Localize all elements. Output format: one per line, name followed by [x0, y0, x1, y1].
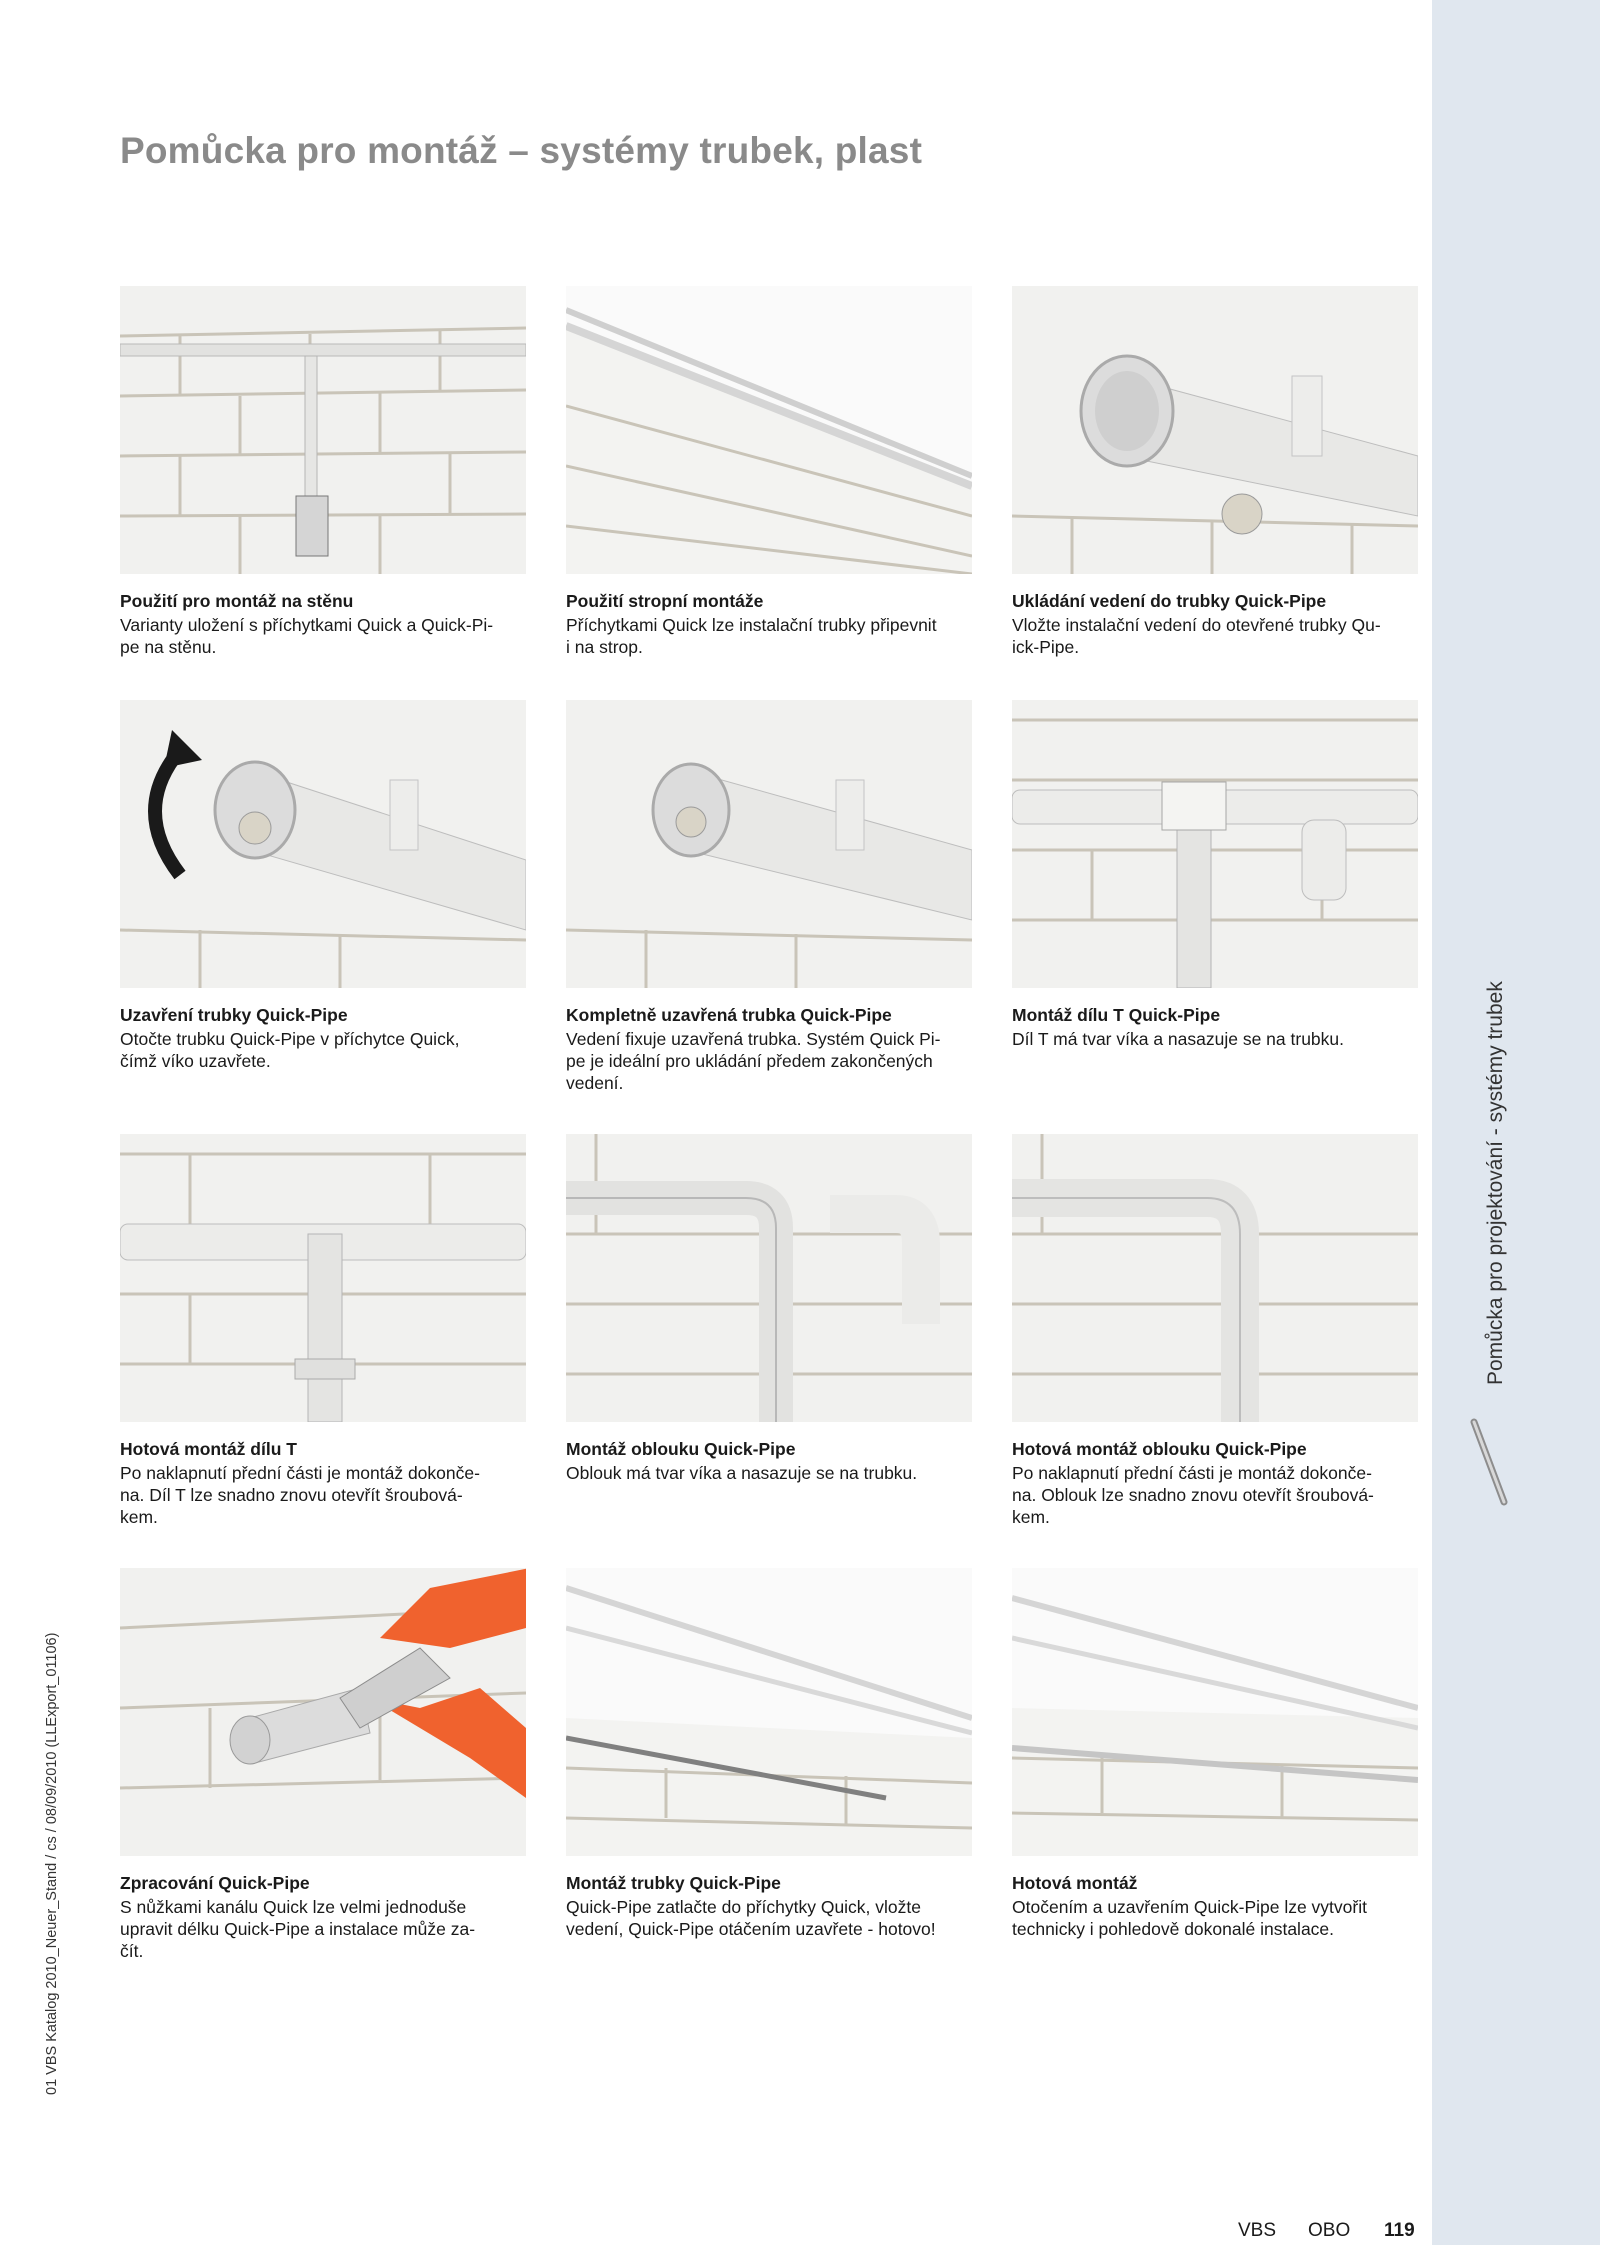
step-title: Hotová montáž — [1012, 1873, 1138, 1893]
step-description: Po naklapnutí přední části je montáž dokonče- na. Díl T lze snadno znovu otevřít šroubová- kem. — [120, 1463, 480, 1527]
footer-brand: OBO — [1308, 2220, 1351, 2241]
wall-mount-photo — [120, 286, 526, 574]
closed-pipe-photo — [566, 700, 972, 988]
t-piece-finished-photo — [120, 1134, 526, 1422]
step-title: Zpracování Quick-Pipe — [120, 1873, 310, 1893]
step-title: Kompletně uzavřená trubka Quick-Pipe — [566, 1005, 892, 1025]
step-description: Oblouk má tvar víka a nasazuje se na trubku. — [566, 1463, 918, 1483]
step-card — [566, 1568, 972, 1940]
page-title: Pomůcka pro montáž – systémy trubek, plast — [120, 130, 923, 171]
step-description: Po naklapnutí přední části je montáž dokonče- na. Oblouk lze snadno znovu otevřít šroubová- kem. — [1012, 1463, 1374, 1527]
step-title: Hotová montáž dílu T — [120, 1439, 297, 1459]
sidebar-band — [1432, 0, 1600, 2245]
step-card — [1012, 286, 1418, 658]
step-card — [120, 1568, 526, 1962]
catalog-meta: 01 VBS Katalog 2010_Neuer_Stand / cs / 08/09/2010 (LLExport_01106) — [44, 1632, 60, 2095]
step-description: Vložte instalační vedení do otevřené trubky Qu- ick-Pipe. — [1012, 615, 1381, 657]
cable-insertion-photo — [1012, 286, 1418, 574]
finished-installation-photo — [1012, 1568, 1418, 1856]
t-piece-mount-photo — [1012, 700, 1418, 988]
step-description: Otočte trubku Quick-Pipe v příchytce Quick, čímž víko uzavřete. — [120, 1029, 460, 1071]
step-description: Vedení fixuje uzavřená trubka. Systém Quick Pi- pe je ideální pro ukládání předem zakončených vedení. — [566, 1029, 941, 1093]
pipe-cutting-photo — [120, 1568, 526, 1856]
sidebar-title: Pomůcka pro projektování - systémy trubek — [1484, 981, 1507, 1385]
ceiling-mount-photo — [566, 286, 972, 574]
step-description: S nůžkami kanálu Quick lze velmi jednoduše upravit délku Quick-Pipe a instalace může za- čít. — [120, 1897, 476, 1961]
step-title: Ukládání vedení do trubky Quick-Pipe — [1012, 591, 1327, 611]
step-card — [566, 286, 972, 658]
step-card — [1012, 1568, 1418, 1940]
page-number: 119 — [1384, 2220, 1415, 2241]
step-description: Quick-Pipe zatlačte do příchytky Quick, vložte vedení, Quick-Pipe otáčením uzavřete - hotovo! — [566, 1897, 936, 1939]
bend-mount-photo — [566, 1134, 972, 1422]
step-title: Hotová montáž oblouku Quick-Pipe — [1012, 1439, 1307, 1459]
step-title: Montáž dílu T Quick-Pipe — [1012, 1005, 1221, 1025]
pipe-closing-photo — [120, 700, 526, 988]
pipe-mount-photo — [566, 1568, 972, 1856]
step-card — [566, 700, 972, 1094]
step-title: Montáž oblouku Quick-Pipe — [566, 1439, 796, 1459]
step-description: Otočením a uzavřením Quick-Pipe lze vytvořit technicky i pohledově dokonalé instalace. — [1012, 1897, 1367, 1939]
step-card — [1012, 700, 1418, 1050]
step-card — [120, 286, 526, 658]
step-title: Uzavření trubky Quick-Pipe — [120, 1005, 348, 1025]
step-card — [120, 1134, 526, 1528]
step-title: Použití stropní montáže — [566, 591, 764, 611]
step-card — [1012, 1134, 1418, 1528]
step-title: Montáž trubky Quick-Pipe — [566, 1873, 781, 1893]
pipe-product-icon — [1470, 1418, 1510, 1508]
footer-section: VBS — [1238, 2220, 1277, 2241]
step-card — [566, 1134, 972, 1484]
step-description: Příchytkami Quick lze instalační trubky připevnit i na strop. — [566, 615, 937, 657]
step-description: Varianty uložení s příchytkami Quick a Quick-Pi- pe na stěnu. — [120, 615, 494, 657]
step-title: Použití pro montáž na stěnu — [120, 591, 354, 611]
bend-finished-photo — [1012, 1134, 1418, 1422]
step-card — [120, 700, 526, 1072]
step-description: Díl T má tvar víka a nasazuje se na trubku. — [1012, 1029, 1345, 1049]
